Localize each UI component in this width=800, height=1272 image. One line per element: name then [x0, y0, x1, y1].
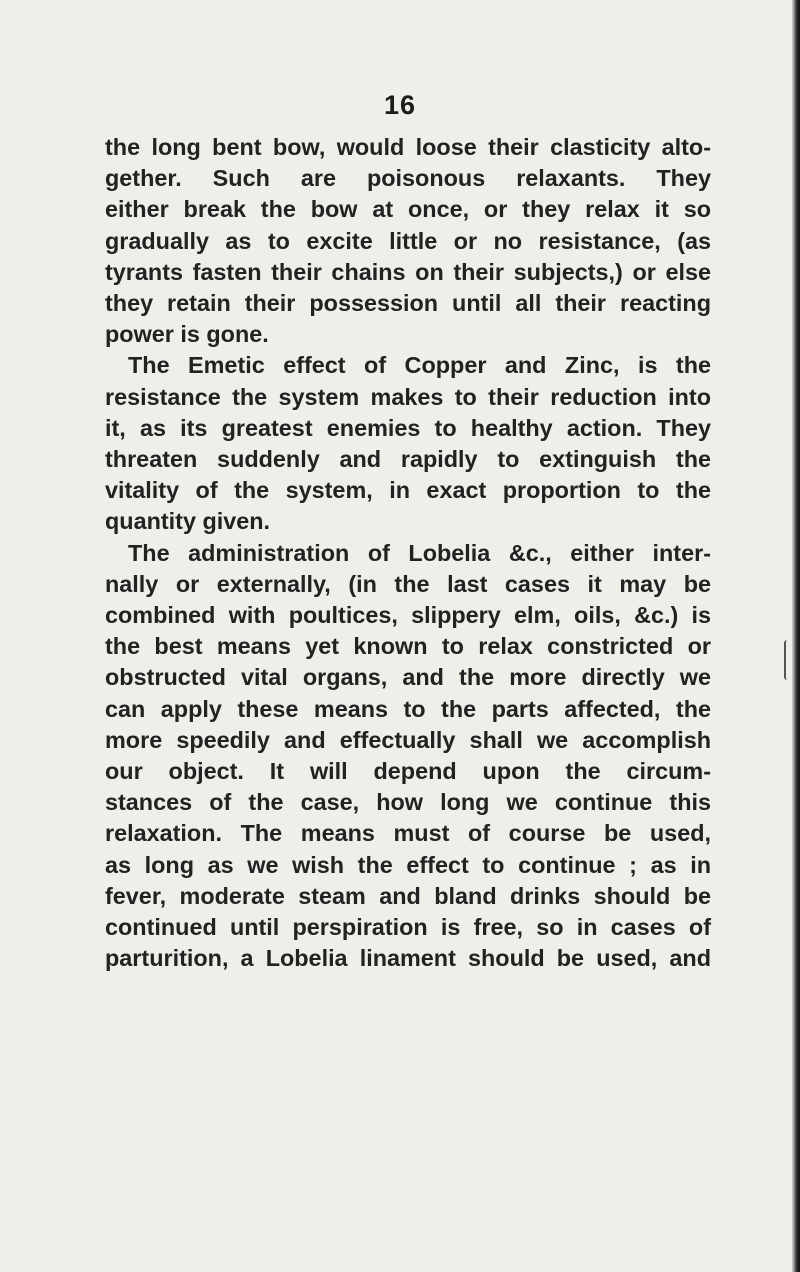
text-line: The Emetic effect of Copper and Zinc, is the — [128, 352, 711, 379]
text-line: fever, moderate steam and bland drinks should be — [105, 882, 711, 909]
page-edge-mark — [784, 640, 792, 680]
text-line: relaxation. The means must of course be used, — [105, 820, 711, 847]
text-line: combined with poultices, slippery elm, oils, &c.) is — [105, 602, 711, 629]
text-line: gether. Such are poisonous relaxants. They — [105, 165, 711, 192]
text-line: quantity given. — [105, 508, 271, 535]
text-line: The administration of Lobelia &c., either inter- — [128, 539, 711, 566]
text-line: as long as we wish the effect to continue ; as in — [105, 851, 711, 878]
text-line: continued until perspiration is free, so in cases of — [105, 914, 711, 941]
text-line: can apply these means to the parts affected, the — [105, 695, 711, 722]
page-number: 16 — [383, 90, 417, 120]
text-line: nally or externally, (in the last cases it may be — [105, 570, 711, 597]
text-line: stances of the case, how long we continue this — [105, 789, 711, 816]
paragraph — [105, 538, 711, 975]
text-line: obstructed vital organs, and the more directly we — [105, 664, 711, 691]
paragraph — [105, 350, 711, 537]
text-line: they retain their possession until all their reacting — [105, 290, 711, 317]
paragraph — [105, 132, 711, 350]
text-line: resistance the system makes to their reduction into — [105, 383, 711, 410]
text-line: either break the bow at once, or they relax it so — [105, 196, 711, 223]
text-line: threaten suddenly and rapidly to extinguish the — [105, 446, 711, 473]
text-line: more speedily and effectually shall we accomplish — [105, 726, 711, 753]
text-line: the best means yet known to relax constricted or — [105, 633, 711, 660]
text-line: it, as its greatest enemies to healthy action. They — [105, 414, 711, 441]
text-line: gradually as to excite little or no resistance, (as — [105, 227, 711, 254]
page-edge-shadow — [792, 0, 800, 1272]
text-line: tyrants fasten their chains on their subjects,) or else — [105, 258, 711, 285]
text-line: vitality of the system, in exact proportion to the — [105, 477, 711, 504]
page-body-text — [105, 132, 711, 974]
text-line: parturition, a Lobelia linament should be used, and — [105, 945, 711, 972]
text-line: the long bent bow, would loose their clasticity alto- — [105, 134, 711, 160]
text-line: power is gone. — [105, 321, 269, 348]
text-line: our object. It will depend upon the circum- — [105, 758, 711, 785]
